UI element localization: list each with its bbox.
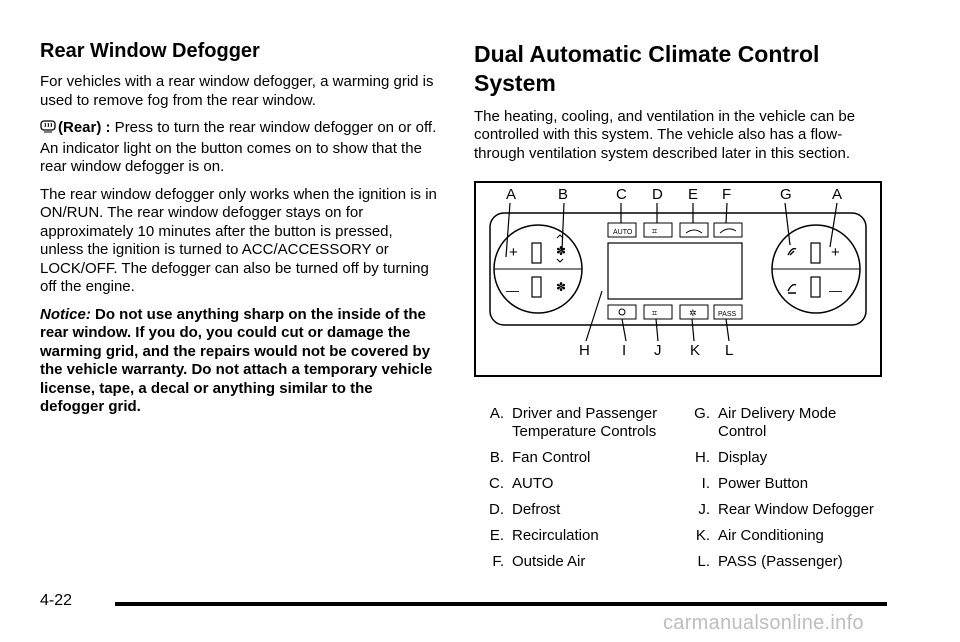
legend-text: Air Conditioning [718,527,824,544]
climate-control-diagram [474,181,882,377]
passenger-temperature-dial [772,225,860,313]
legend-item [680,405,886,441]
legend-letter: F. [492,553,504,570]
footer-rule [115,602,887,606]
climate-intro-paragraph: The heating, cooling, and ventilation in the vehicle can be controlled with this system. The vehicle also has a flow-through ventilation system described later in this section. [474,107,856,162]
left-plus-label: + [509,244,518,261]
left-column [40,40,440,426]
legend-letter: B. [489,449,504,466]
legend-item [680,527,886,545]
callout-H: H [579,342,590,359]
legend-left-column [474,405,680,579]
callout-B: B [558,186,569,203]
legend-item [474,553,680,571]
legend-text: Recirculation [512,527,599,544]
legend-text: Defrost [512,501,561,518]
legend-letter: A. [489,405,504,422]
defrost-icon: ⌗ [652,226,658,236]
callout-K: K [690,342,701,359]
legend-text: Air Delivery Mode Control [718,405,837,440]
left-minus-label: — [506,283,519,298]
callout-E: E [688,186,699,203]
outside-air-icon [720,229,736,233]
legend-letter: L. [697,553,710,570]
legend-right-column [680,405,886,579]
display-screen [608,243,742,299]
legend-text: Rear Window Defogger [718,501,874,518]
legend-text: Display [718,449,768,466]
defogger-operation-paragraph: The rear window defogger only works when the ignition is in ON/RUN. The rear window defogger stays on for approximately 10 minutes after the button is pressed, unless the ignition is turned to ACC/ACCESSORY or LOCK/OFF. The defogger can also be turned off by turning off the engine. [40,185,437,295]
rear-defogger-button[interactable] [644,305,672,319]
auto-button-label: AUTO [613,229,633,236]
legend-item [680,449,886,467]
defogger-intro-paragraph: For vehicles with a rear window defogger, a warming grid is used to remove fog from the rear window. [40,73,434,109]
notice-text: Do not use anything sharp on the inside of the rear window. If you do, you could cut or damage the warming grid, and the repairs would not be covered by the vehicle warranty. Do not attach a temporary vehicle license, tape, a decal or anything similar to the defogger grid. [40,305,433,415]
legend-letter: C. [489,475,504,492]
legend-item [680,475,886,493]
rear-description: Press to turn the rear window defogger on or off. An indicator light on the button comes on to show that the rear window defogger is on. [40,119,437,175]
callout-J: J [654,342,662,359]
top-button-row [608,223,742,237]
callout-I: I [622,342,627,359]
legend-letter: D. [489,501,504,518]
notice-label: Notice: [40,305,91,323]
rear-label: (Rear) : [58,119,111,136]
outside-air-button[interactable] [714,223,742,237]
legend-letter: G. [694,405,710,422]
power-icon [619,309,625,315]
legend-item [474,405,680,441]
legend-item [474,475,680,493]
legend-item [474,501,680,519]
page-number: 4-22 [40,592,73,609]
recirculation-icon [686,230,702,233]
fan-icon-top: ✽ [556,244,567,258]
defogger-button-paragraph [40,119,440,177]
notice-paragraph [40,306,440,417]
section-heading-climate-control: Dual Automatic Climate Control System [474,41,820,96]
legend-text: Power Button [718,475,809,492]
legend-letter: H. [695,449,710,466]
legend-letter: E. [489,527,504,544]
section-heading-rear-defogger: Rear Window Defogger [40,40,260,62]
snowflake-icon: ✲ [689,308,697,318]
callout-D: D [652,186,663,203]
legend-item [680,501,886,519]
legend-text: Outside Air [512,553,586,570]
pass-button-label: PASS [718,311,737,318]
bottom-button-row [608,305,742,319]
callout-C: C [616,186,627,203]
callout-A-right: A [832,186,843,203]
legend-letter: K. [695,527,710,544]
air-mode-icon-bottom [788,285,796,293]
legend-letter: I. [701,475,710,492]
legend-item [474,527,680,545]
right-minus-label: — [829,283,842,298]
callout-A-left: A [506,186,517,203]
site-watermark: carmanualsonline.info [663,612,864,634]
air-mode-icon-top [788,249,796,255]
legend-item [474,449,680,467]
legend-text: PASS (Passenger) [718,553,843,570]
rear-defogger-icon: ⌗ [652,308,658,318]
legend-text: Driver and Passenger Temperature Controls [512,405,658,440]
climate-control-illustration [476,183,880,375]
legend-letter: J. [698,501,710,518]
legend-item [680,553,886,571]
callout-L: L [725,342,734,359]
callout-F: F [722,186,732,203]
rear-defog-icon [40,120,56,140]
legend-text: Fan Control [512,449,591,466]
power-button[interactable] [608,305,636,319]
right-plus-label: + [831,244,840,261]
callout-G: G [780,186,792,203]
legend-text: AUTO [512,475,554,492]
figure-legend [474,405,886,579]
driver-temperature-dial [494,225,582,313]
right-column [474,40,886,579]
fan-icon-bottom: ✽ [556,280,567,294]
defrost-button[interactable] [644,223,672,237]
